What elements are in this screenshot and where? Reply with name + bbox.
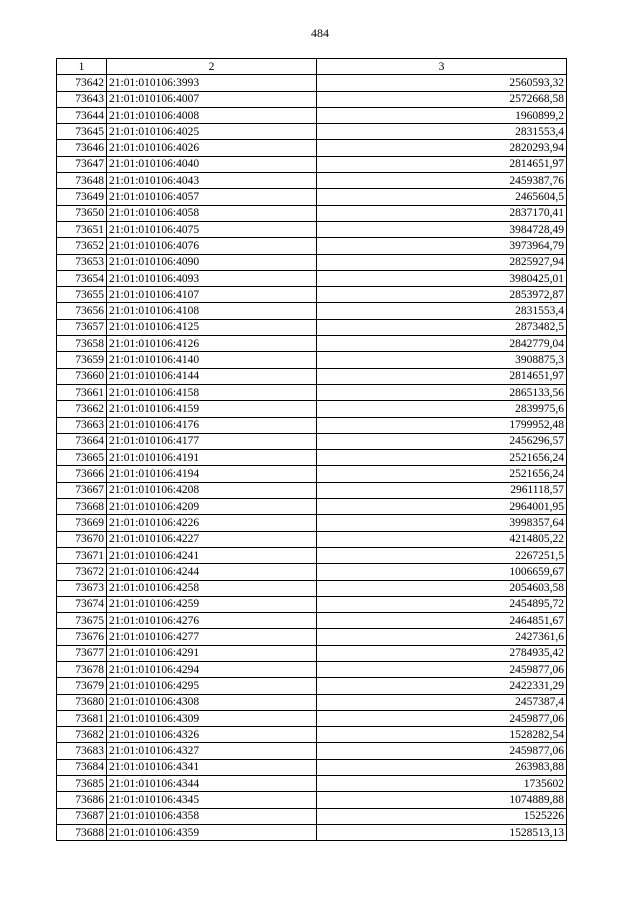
cadastral-number-cell: 21:01:010106:4090	[107, 254, 317, 270]
value-cell: 2422331,29	[317, 678, 567, 694]
value-cell: 2831553,4	[317, 303, 567, 319]
value-cell: 1735602	[317, 776, 567, 792]
row-number-cell: 73650	[57, 205, 107, 221]
table-row	[57, 792, 567, 808]
table-row	[57, 759, 567, 775]
cadastral-number-cell: 21:01:010106:4043	[107, 173, 317, 189]
row-number-cell: 73666	[57, 466, 107, 482]
cadastral-number-cell: 21:01:010106:3993	[107, 75, 317, 91]
table-row	[57, 547, 567, 563]
table-row	[57, 515, 567, 531]
table-row	[57, 270, 567, 286]
value-cell: 2459877,06	[317, 710, 567, 726]
value-cell: 2820293,94	[317, 140, 567, 156]
value-cell: 2459387,76	[317, 173, 567, 189]
cadastral-number-cell: 21:01:010106:4226	[107, 515, 317, 531]
cadastral-number-cell: 21:01:010106:4208	[107, 482, 317, 498]
value-cell: 2457387,4	[317, 694, 567, 710]
row-number-cell: 73678	[57, 661, 107, 677]
row-number-cell: 73664	[57, 433, 107, 449]
cadastral-number-cell: 21:01:010106:4008	[107, 107, 317, 123]
table-row	[57, 238, 567, 254]
cadastral-number-cell: 21:01:010106:4291	[107, 645, 317, 661]
value-cell: 2839975,6	[317, 401, 567, 417]
table-row	[57, 140, 567, 156]
cadastral-number-cell: 21:01:010106:4026	[107, 140, 317, 156]
table-row	[57, 661, 567, 677]
data-table	[56, 58, 567, 841]
row-number-cell: 73658	[57, 336, 107, 352]
cadastral-number-cell: 21:01:010106:4244	[107, 564, 317, 580]
table-row	[57, 156, 567, 172]
row-number-cell: 73675	[57, 613, 107, 629]
row-number-cell: 73671	[57, 547, 107, 563]
row-number-cell: 73656	[57, 303, 107, 319]
table-row	[57, 401, 567, 417]
table-row	[57, 319, 567, 335]
row-number-cell: 73668	[57, 499, 107, 515]
table-row	[57, 466, 567, 482]
table-row	[57, 433, 567, 449]
cadastral-number-cell: 21:01:010106:4277	[107, 629, 317, 645]
table-row	[57, 629, 567, 645]
value-cell: 3973964,79	[317, 238, 567, 254]
cadastral-number-cell: 21:01:010106:4359	[107, 824, 317, 840]
row-number-cell: 73645	[57, 124, 107, 140]
value-cell: 2521656,24	[317, 450, 567, 466]
cadastral-number-cell: 21:01:010106:4341	[107, 759, 317, 775]
row-number-cell: 73670	[57, 531, 107, 547]
value-cell: 1528282,54	[317, 727, 567, 743]
value-cell: 2572668,58	[317, 91, 567, 107]
page-number: 484	[311, 26, 329, 40]
value-cell: 3980425,01	[317, 270, 567, 286]
table-row	[57, 450, 567, 466]
table-row	[57, 824, 567, 840]
value-cell: 2873482,5	[317, 319, 567, 335]
row-number-cell: 73652	[57, 238, 107, 254]
cadastral-number-cell: 21:01:010106:4075	[107, 221, 317, 237]
cadastral-number-cell: 21:01:010106:4327	[107, 743, 317, 759]
value-cell: 2825927,94	[317, 254, 567, 270]
value-cell: 3998357,64	[317, 515, 567, 531]
table-row	[57, 613, 567, 629]
row-number-cell: 73660	[57, 368, 107, 384]
table-row	[57, 580, 567, 596]
column-header-1: 1	[57, 59, 107, 75]
value-cell: 2465604,5	[317, 189, 567, 205]
cadastral-number-cell: 21:01:010106:4126	[107, 336, 317, 352]
value-cell: 2464851,67	[317, 613, 567, 629]
row-number-cell: 73646	[57, 140, 107, 156]
value-cell: 2456296,57	[317, 433, 567, 449]
row-number-cell: 73661	[57, 384, 107, 400]
table-row	[57, 531, 567, 547]
table-row	[57, 124, 567, 140]
value-cell: 2961118,57	[317, 482, 567, 498]
row-number-cell: 73685	[57, 776, 107, 792]
table-row	[57, 710, 567, 726]
row-number-cell: 73669	[57, 515, 107, 531]
value-cell: 2054603,58	[317, 580, 567, 596]
row-number-cell: 73681	[57, 710, 107, 726]
table-row	[57, 564, 567, 580]
row-number-cell: 73648	[57, 173, 107, 189]
row-number-cell: 73684	[57, 759, 107, 775]
value-cell: 2814651,97	[317, 368, 567, 384]
cadastral-number-cell: 21:01:010106:4241	[107, 547, 317, 563]
cadastral-number-cell: 21:01:010106:4259	[107, 596, 317, 612]
column-header-2: 2	[107, 59, 317, 75]
cadastral-number-cell: 21:01:010106:4107	[107, 287, 317, 303]
row-number-cell: 73683	[57, 743, 107, 759]
value-cell: 2842779,04	[317, 336, 567, 352]
column-header-3: 3	[317, 59, 567, 75]
row-number-cell: 73677	[57, 645, 107, 661]
cadastral-number-cell: 21:01:010106:4140	[107, 352, 317, 368]
value-cell: 2267251,5	[317, 547, 567, 563]
cadastral-number-cell: 21:01:010106:4176	[107, 417, 317, 433]
table-body	[57, 75, 567, 841]
row-number-cell: 73673	[57, 580, 107, 596]
value-cell: 2459877,06	[317, 661, 567, 677]
row-number-cell: 73686	[57, 792, 107, 808]
value-cell: 1960899,2	[317, 107, 567, 123]
cadastral-number-cell: 21:01:010106:4108	[107, 303, 317, 319]
cadastral-number-cell: 21:01:010106:4227	[107, 531, 317, 547]
cadastral-number-cell: 21:01:010106:4007	[107, 91, 317, 107]
table-row	[57, 205, 567, 221]
table-row	[57, 336, 567, 352]
cadastral-number-cell: 21:01:010106:4058	[107, 205, 317, 221]
value-cell: 1525226	[317, 808, 567, 824]
value-cell: 3984728,49	[317, 221, 567, 237]
cadastral-number-cell: 21:01:010106:4076	[107, 238, 317, 254]
cadastral-number-cell: 21:01:010106:4125	[107, 319, 317, 335]
table-row	[57, 352, 567, 368]
row-number-cell: 73659	[57, 352, 107, 368]
row-number-cell: 73647	[57, 156, 107, 172]
value-cell: 2964001,95	[317, 499, 567, 515]
table-row	[57, 107, 567, 123]
table-row	[57, 776, 567, 792]
value-cell: 2837170,41	[317, 205, 567, 221]
row-number-cell: 73674	[57, 596, 107, 612]
table-row	[57, 75, 567, 91]
cadastral-number-cell: 21:01:010106:4093	[107, 270, 317, 286]
value-cell: 2853972,87	[317, 287, 567, 303]
cadastral-number-cell: 21:01:010106:4308	[107, 694, 317, 710]
row-number-cell: 73643	[57, 91, 107, 107]
value-cell: 2560593,32	[317, 75, 567, 91]
value-cell: 2814651,97	[317, 156, 567, 172]
table-row	[57, 808, 567, 824]
row-number-cell: 73653	[57, 254, 107, 270]
value-cell: 263983,88	[317, 759, 567, 775]
table-row	[57, 287, 567, 303]
cadastral-number-cell: 21:01:010106:4344	[107, 776, 317, 792]
value-cell: 2831553,4	[317, 124, 567, 140]
row-number-cell: 73663	[57, 417, 107, 433]
table-row	[57, 499, 567, 515]
cadastral-number-cell: 21:01:010106:4191	[107, 450, 317, 466]
table-row	[57, 678, 567, 694]
row-number-cell: 73682	[57, 727, 107, 743]
table-row	[57, 596, 567, 612]
value-cell: 2427361,6	[317, 629, 567, 645]
row-number-cell: 73651	[57, 221, 107, 237]
cadastral-number-cell: 21:01:010106:4345	[107, 792, 317, 808]
cadastral-number-cell: 21:01:010106:4144	[107, 368, 317, 384]
row-number-cell: 73680	[57, 694, 107, 710]
table-row	[57, 417, 567, 433]
row-number-cell: 73657	[57, 319, 107, 335]
header-row	[57, 59, 567, 75]
value-cell: 1006659,67	[317, 564, 567, 580]
cadastral-number-cell: 21:01:010106:4159	[107, 401, 317, 417]
value-cell: 2459877,06	[317, 743, 567, 759]
cadastral-number-cell: 21:01:010106:4294	[107, 661, 317, 677]
cadastral-number-cell: 21:01:010106:4209	[107, 499, 317, 515]
table-row	[57, 727, 567, 743]
cadastral-number-cell: 21:01:010106:4258	[107, 580, 317, 596]
row-number-cell: 73662	[57, 401, 107, 417]
row-number-cell: 73676	[57, 629, 107, 645]
cadastral-number-cell: 21:01:010106:4040	[107, 156, 317, 172]
cadastral-number-cell: 21:01:010106:4025	[107, 124, 317, 140]
cadastral-number-cell: 21:01:010106:4057	[107, 189, 317, 205]
table-row	[57, 254, 567, 270]
table-row	[57, 368, 567, 384]
value-cell: 2865133,56	[317, 384, 567, 400]
value-cell: 1528513,13	[317, 824, 567, 840]
table-row	[57, 384, 567, 400]
value-cell: 1799952,48	[317, 417, 567, 433]
table-row	[57, 303, 567, 319]
table-row	[57, 91, 567, 107]
value-cell: 4214805,22	[317, 531, 567, 547]
table-row	[57, 221, 567, 237]
row-number-cell: 73642	[57, 75, 107, 91]
row-number-cell: 73687	[57, 808, 107, 824]
row-number-cell: 73649	[57, 189, 107, 205]
table-row	[57, 694, 567, 710]
row-number-cell: 73655	[57, 287, 107, 303]
cadastral-number-cell: 21:01:010106:4194	[107, 466, 317, 482]
cadastral-number-cell: 21:01:010106:4158	[107, 384, 317, 400]
value-cell: 3908875,3	[317, 352, 567, 368]
table-row	[57, 743, 567, 759]
row-number-cell: 73644	[57, 107, 107, 123]
row-number-cell: 73665	[57, 450, 107, 466]
row-number-cell: 73667	[57, 482, 107, 498]
row-number-cell: 73654	[57, 270, 107, 286]
value-cell: 2784935,42	[317, 645, 567, 661]
value-cell: 2521656,24	[317, 466, 567, 482]
table-row	[57, 645, 567, 661]
cadastral-number-cell: 21:01:010106:4309	[107, 710, 317, 726]
value-cell: 2454895,72	[317, 596, 567, 612]
table-row	[57, 482, 567, 498]
table-row	[57, 189, 567, 205]
row-number-cell: 73688	[57, 824, 107, 840]
cadastral-number-cell: 21:01:010106:4358	[107, 808, 317, 824]
value-cell: 1074889,88	[317, 792, 567, 808]
row-number-cell: 73672	[57, 564, 107, 580]
table-row	[57, 173, 567, 189]
cadastral-number-cell: 21:01:010106:4276	[107, 613, 317, 629]
cadastral-number-cell: 21:01:010106:4295	[107, 678, 317, 694]
row-number-cell: 73679	[57, 678, 107, 694]
cadastral-number-cell: 21:01:010106:4326	[107, 727, 317, 743]
cadastral-number-cell: 21:01:010106:4177	[107, 433, 317, 449]
table-header	[57, 59, 567, 75]
